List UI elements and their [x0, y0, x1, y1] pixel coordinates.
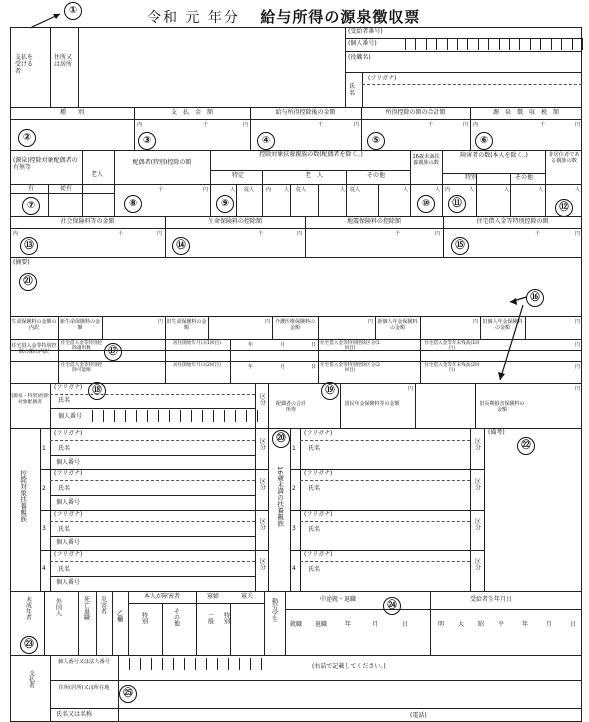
remarks-label: (備考) [488, 429, 505, 436]
unit-yen-15: 円 [575, 342, 581, 348]
mid-col-3: 月 [372, 621, 379, 628]
marker-10: ⑩ [417, 195, 435, 213]
u16-2-kubun: 区分 [473, 478, 481, 490]
unit-yen-17: 円 [408, 386, 414, 392]
unit-person-5: 人 [435, 187, 441, 193]
new-pension-label: 新個人年金保険料の金額 [377, 319, 418, 331]
marker-2: ② [18, 129, 36, 147]
marker-25: ㉕ [119, 685, 137, 703]
unit-yen-11: 円 [265, 319, 271, 325]
other2-label: その他 [515, 174, 534, 181]
unit-yen-8: 円 [435, 231, 441, 237]
marker-20: ⑳ [272, 430, 290, 448]
spouse-flag-label: (源泉)控除対象配偶者の有無等 [13, 157, 78, 171]
mid-col-2: 年 [345, 621, 352, 628]
spouse-no-cells[interactable] [92, 410, 268, 422]
unit-person-8: 人 [538, 187, 544, 193]
pay-header: 支 払 金 額 [170, 109, 213, 116]
life-label: 生命保険料の控除額 [207, 218, 262, 225]
unit-persons-in-1: 従人 [244, 187, 255, 193]
u16-2-furigana: (フリガナ) [304, 470, 333, 477]
marker-7: ⑦ [22, 197, 40, 215]
life-breakdown-label: 生命保険料の金額の内訳 [11, 319, 57, 331]
unit-inside: 内 [137, 122, 143, 128]
dependents-vertical-label: 控除対象扶養親族 [19, 470, 28, 522]
col-otsu: 乙欄 [115, 610, 123, 622]
unit-person-6: 人 [469, 187, 475, 193]
jyu-label: 従有 [60, 185, 73, 192]
tax-header: 源 泉 徴 収 税 額 [492, 109, 559, 116]
spouse-name-label: 氏名 [58, 397, 71, 404]
recipient-no-label: (受給者番号) [348, 28, 383, 35]
col-widow-special: 特別 [222, 612, 230, 624]
unit-yen-9: 円 [575, 231, 581, 237]
marker-12: ⑫ [555, 199, 573, 217]
unit-yen-14: 円 [575, 319, 581, 325]
payer-label: 支払者 [27, 670, 35, 688]
ymd-day-2: 日 [311, 364, 317, 370]
title-main: 給与所得の源泉徴収票 [260, 8, 421, 26]
u16-2-name: 氏名 [308, 485, 321, 492]
marker-4: ④ [257, 132, 275, 150]
spouse-furigana: (フリガナ) [54, 384, 83, 391]
col-death: 死亡退職 [82, 596, 90, 620]
name-label: 氏名 [349, 83, 356, 97]
u16-row-4: 4 [292, 565, 296, 572]
col-minor: 未成年者 [24, 596, 32, 620]
col-self-disabled: 本人が障害者 [143, 593, 180, 600]
col-disabled-other: その他 [172, 608, 180, 626]
dependents-label: 控除対象扶養親族の数(配偶者を除く。) [259, 151, 363, 158]
under16-label: 16歳未満扶養親族の数 [412, 154, 440, 166]
u16-1-kubun: 区分 [473, 438, 481, 450]
old-life-label: 旧生命保険料の金額 [166, 319, 207, 331]
payee-label: 支払を受ける者 [15, 54, 34, 75]
marker-13: ⑬ [20, 237, 38, 255]
u16-row-2: 2 [292, 485, 296, 492]
u16-4-furigana: (フリガナ) [304, 551, 333, 558]
title-era: 令和 元 年分 [147, 10, 240, 26]
marker-19: ⑲ [321, 382, 339, 400]
dep2-name: 氏名 [58, 485, 71, 492]
unit-persons-in-2: 従人 [296, 187, 307, 193]
marker-11: ⑪ [448, 195, 466, 213]
u16-row-1: 1 [292, 445, 296, 452]
marker-22: ㉒ [517, 437, 535, 455]
ymd-month-1: 月 [280, 342, 286, 348]
balance1-label: 住宅借入金等年末残高(1回目) [424, 341, 480, 352]
special-label: 特別 [465, 174, 478, 181]
position-label: (役職名) [348, 54, 371, 61]
unit-yen-12: 円 [368, 319, 374, 325]
unit-person-9: 人 [575, 187, 581, 193]
col-widower: 寡夫 [240, 593, 253, 600]
spouse-block-label: (源泉・特別)控除対象配偶者 [11, 394, 49, 405]
unit-sen-2: 千 [318, 122, 324, 128]
specific-label: 特定 [232, 172, 245, 179]
col-disaster: 災害者 [99, 596, 107, 614]
u16-3-kubun: 区分 [473, 518, 481, 530]
dep4-kubun: 区分 [258, 558, 266, 570]
birth-col-5: 月 [546, 621, 553, 628]
possible-label: 住宅借入金等特別控除可能額 [60, 363, 103, 374]
unit-person-3: 人 [340, 187, 346, 193]
furigana-label: (フリガナ) [368, 75, 397, 82]
unit-person-7: 人 [504, 187, 510, 193]
unit-inside-4: 内 [445, 187, 451, 193]
balance2-label: 住宅借入金等年末残高(2回目) [424, 363, 480, 374]
personal-no-cells[interactable] [405, 38, 583, 50]
old-pension-label: 旧個人年金保険料の金額 [482, 319, 523, 331]
marker-1: ① [64, 2, 82, 20]
dep-row-1: 1 [42, 445, 46, 452]
nonresident-label: 非居住者である親族の数 [548, 152, 580, 164]
u16-1-name: 氏名 [308, 445, 321, 452]
unit-sen-4: 千 [540, 122, 546, 128]
u16-4-name: 氏名 [308, 566, 321, 573]
dep3-personal-no: 個人番号 [56, 539, 81, 546]
dep1-furigana: (フリガナ) [54, 430, 83, 437]
u16-1-furigana: (フリガナ) [304, 430, 333, 437]
col-student: 勤労学生 [270, 598, 278, 622]
unit-sen-1: 千 [203, 122, 209, 128]
deduction-total-header: 所得控除の額の合計額 [385, 109, 446, 116]
marker-24: ㉔ [383, 597, 401, 615]
after-deduction-header: 給与所得控除後の金額 [275, 109, 336, 116]
national-pension-label: 国民年金保険料等の金額 [344, 401, 400, 407]
unit-yen-5: 円 [203, 187, 209, 193]
unit-yen-2: 円 [354, 122, 360, 128]
dep1-kubun: 区分 [258, 438, 266, 450]
marker-8: ⑧ [124, 195, 142, 213]
personal-no-label: (個人番号) [348, 40, 377, 47]
col-foreigner: 外国人 [54, 598, 62, 616]
spouse-kubun: 区分 [258, 393, 266, 405]
under16-vertical-label: 16歳未満の扶養親族 [276, 466, 285, 527]
housing-breakdown-label: 住宅借入金等特別控除の額の内訳 [11, 343, 57, 355]
unit-yen-4: 円 [575, 122, 581, 128]
unit-inside-2: 内 [473, 122, 479, 128]
midyear-label: 中途就・退職 [320, 596, 357, 603]
housing-count-label: 住宅借入金等特別控除適用数 [60, 341, 103, 352]
old-label: 老 人 [305, 172, 324, 179]
unit-yen-7: 円 [297, 231, 303, 237]
unit-person-1: 人 [230, 187, 236, 193]
birth-col-4: 年 [522, 621, 529, 628]
u16-3-name: 氏名 [308, 526, 321, 533]
marker-17: ⑰ [104, 343, 122, 361]
residence-date2-label: 居住開始年月日(2回目) [173, 363, 221, 368]
dep4-name: 氏名 [58, 566, 71, 573]
yes-label: 有 [28, 185, 35, 192]
u16-4-kubun: 区分 [473, 558, 481, 570]
new-life-label: 新生命保険料の金額 [59, 319, 100, 331]
deduction-kind1-label: 住宅借入金等特別控除区分(1回目) [320, 341, 380, 352]
marker-15: ⑮ [451, 237, 469, 255]
unit-yen-13: 円 [473, 319, 479, 325]
summary-label: (摘要) [13, 259, 30, 266]
dep-row-2: 2 [42, 485, 46, 492]
u16-3-furigana: (フリガナ) [304, 511, 333, 518]
unit-yen-18: 円 [575, 386, 581, 392]
unit-persons-in-3: 従人 [350, 187, 361, 193]
marker-18: ⑱ [88, 382, 106, 400]
birth-col-1: 大 [458, 621, 465, 628]
unit-yen-6: 円 [157, 231, 163, 237]
marker-9: ⑨ [216, 195, 234, 213]
deduction-kind2-label: 住宅借入金等特別控除区分(2回目) [320, 363, 380, 374]
marker-3: ③ [138, 132, 156, 150]
disabled-label: 障害者の数(本人を除く。) [460, 152, 528, 159]
birth-label: 受給者生年月日 [470, 596, 513, 603]
address-label: 住所又は居所 [54, 54, 73, 68]
unit-yen-3: 円 [463, 122, 469, 128]
unit-yen-10: 円 [158, 319, 164, 325]
payer-phone-label: (電話) [410, 712, 427, 719]
dep4-personal-no: 個人番号 [56, 579, 81, 586]
birth-col-2: 昭 [478, 621, 485, 628]
dep3-kubun: 区分 [258, 518, 266, 530]
unit-yen-16: 円 [575, 364, 581, 370]
dep3-name: 氏名 [58, 526, 71, 533]
dep1-name: 氏名 [58, 445, 71, 452]
col-widow-general: 一般 [206, 612, 214, 624]
marker-14: ⑭ [172, 237, 190, 255]
residence-date1-label: 居住開始年月日(1回目) [173, 341, 221, 346]
u16-row-3: 3 [292, 525, 296, 532]
ymd-year-1: 年 [248, 342, 254, 348]
payer-address-label: 住所(居所)又は所在地 [58, 685, 110, 691]
dep2-kubun: 区分 [258, 478, 266, 490]
unit-yen-1: 円 [243, 122, 249, 128]
birth-col-3: 平 [498, 621, 505, 628]
dep3-furigana: (フリガナ) [54, 511, 83, 518]
payer-number-label: 個人番号又は法人番号 [58, 659, 110, 665]
social-label: 社会保険料等の金額 [60, 218, 115, 225]
marker-21: ㉑ [19, 273, 37, 291]
marker-16: ⑯ [526, 289, 544, 307]
unit-sen-6: 千 [118, 231, 124, 237]
elderly-label: 老人 [91, 171, 104, 178]
other-label: その他 [367, 172, 386, 179]
payer-number-note: (右詰で記載してください。) [312, 663, 386, 670]
dep-row-3: 3 [42, 525, 46, 532]
unit-inside-5: 内 [13, 231, 19, 237]
care-label: 介護医療保険料の金額 [274, 319, 315, 331]
dep2-personal-no: 個人番号 [56, 499, 81, 506]
birth-col-0: 明 [438, 621, 445, 628]
unit-person-2: 人 [284, 187, 290, 193]
mid-col-1: 退職 [315, 621, 328, 628]
ymd-year-2: 年 [248, 364, 254, 370]
quake-label: 地震保険料の控除額 [346, 218, 401, 225]
unit-sen-7: 千 [258, 231, 264, 237]
spouse-personal-no: 個人番号 [58, 413, 83, 420]
col-disabled-special: 特別 [140, 612, 148, 624]
ymd-month-2: 月 [280, 364, 286, 370]
unit-sen-9: 千 [535, 231, 541, 237]
housing-label: 住宅借入金等特別控除の額 [476, 218, 549, 225]
unit-person-4: 人 [403, 187, 409, 193]
unit-inside-3: 内 [266, 187, 272, 193]
dep2-furigana: (フリガナ) [54, 470, 83, 477]
mid-col-0: 就職 [290, 621, 303, 628]
dep4-furigana: (フリガナ) [54, 551, 83, 558]
type-header: 種 別 [59, 109, 84, 116]
spouse-special-label: 配偶者(特別)控除の額 [132, 159, 192, 166]
marker-5: ⑤ [367, 132, 385, 150]
unit-sen-5: 千 [158, 187, 164, 193]
old-long-label: 旧長期損害保険料の金額 [479, 401, 525, 413]
unit-sen-8: 千 [395, 231, 401, 237]
mid-col-4: 日 [402, 621, 409, 628]
col-widow: 寡婦 [206, 593, 219, 600]
dep-row-4: 4 [42, 565, 46, 572]
dep1-personal-no: 個人番号 [56, 459, 81, 466]
ymd-day-1: 日 [311, 342, 317, 348]
spouse-income-label: 配偶者の合計所得 [275, 401, 306, 413]
payer-name-label: 氏名又は名称 [56, 711, 93, 718]
unit-sen-3: 千 [428, 122, 434, 128]
marker-6: ⑥ [475, 132, 493, 150]
marker-23: ㉓ [20, 636, 38, 654]
birth-col-6: 日 [570, 621, 577, 628]
payer-number-cells[interactable] [118, 658, 272, 670]
